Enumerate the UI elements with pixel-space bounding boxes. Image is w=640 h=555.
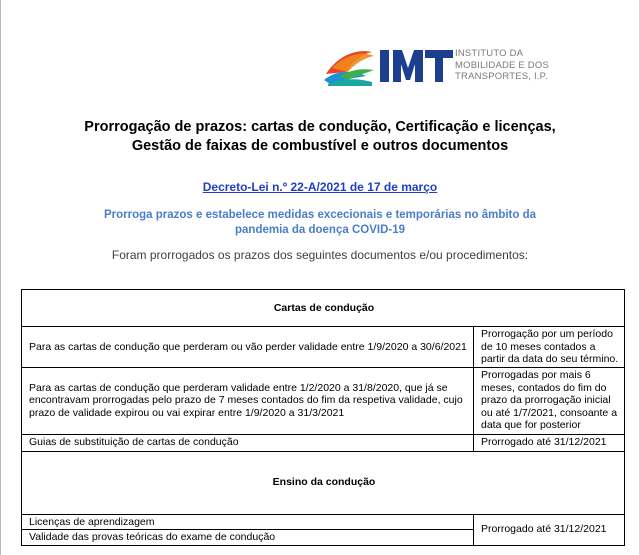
table-row [22,327,625,368]
section-heading-row [22,451,625,514]
decree-link-wrap [0,180,640,194]
org-line: INSTITUTO DA [455,48,524,59]
table-cell-item: Licenças de aprendizagem [22,514,474,530]
deadlines-table [21,289,625,546]
org-line: MOBILIDADE E DOS [455,59,549,71]
table-cell-term: Prorrogação por um período de 10 meses contados a partir da data do seu término. [474,327,625,368]
table-cell-item: Para as cartas de condução que perderam ou vão perder validade entre 1/9/2020 a 30/6/2021 [22,327,474,368]
page-left-edge [0,0,1,555]
table-cell-term: Prorrogado até 31/12/2021 [474,514,625,545]
table-cell-term: Prorrogado até 31/12/2021 [474,434,625,451]
page-subtitle: Prorroga prazos e estabelece medidas excecionais e temporárias no âmbito da pandemia da doença COVID-19 [103,209,537,236]
imt-letters [380,50,453,82]
section-heading: Cartas de condução [22,290,625,327]
decree-link[interactable]: Decreto-Lei n.º 22-A/2021 de 17 de março [202,180,438,194]
table-cell-item: Guias de substituição de cartas de condução [22,434,474,451]
table-cell-item: Validade das provas teóricas do exame de condução [22,530,474,546]
table-row [22,514,625,530]
imt-logo-mark [322,40,454,86]
section-heading: Ensino da condução [22,451,625,514]
section-heading-row [22,290,625,327]
org-line: TRANSPORTES, I.P. [455,71,548,82]
table-row [22,434,625,451]
table-cell-term: Prorrogadas por mais 6 meses, contados do fim do prazo da prorrogação inicial ou até 1/7/2021, consoante a data que for posterior [474,367,625,434]
page-title: Prorrogação de prazos: cartas de condução, Certificação e licenças, Gestão de faixas de combustível e outros documentos [84,119,556,154]
table-row [22,367,625,434]
imt-org-name [455,48,565,83]
intro-text: Foram prorrogados os prazos dos seguintes documentos e/ou procedimentos: [111,248,529,262]
table-cell-item: Para as cartas de condução que perderam validade entre 1/2/2020 a 31/8/2020, que já se encontravam prorrogadas pelo prazo de 7 meses contados do fim da respetiva validade, cujo prazo de validade expirou ou vai expirar entre 1/9/2020 a 31/3/2021 [22,367,474,434]
